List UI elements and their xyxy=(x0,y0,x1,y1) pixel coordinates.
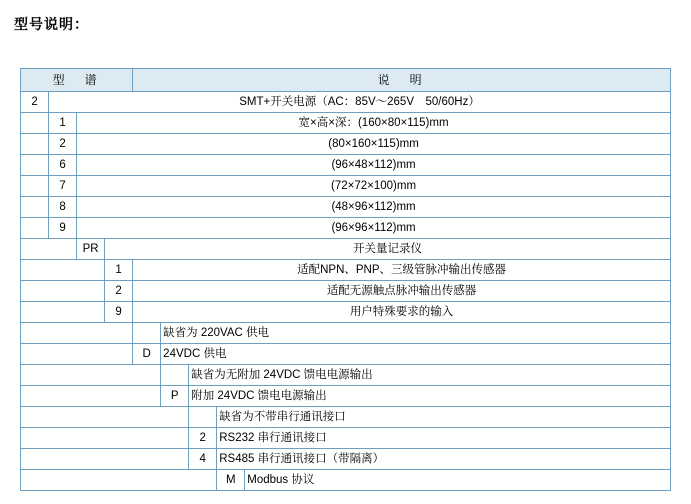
model-description-cell: 用户特殊要求的输入 xyxy=(133,302,671,323)
row-indent-cell xyxy=(21,344,133,365)
model-code-cell: M xyxy=(217,470,245,491)
model-code-cell: D xyxy=(133,344,161,365)
row-indent-cell xyxy=(21,365,161,386)
table-row xyxy=(21,239,671,260)
model-code-cell: 8 xyxy=(49,197,77,218)
table-row xyxy=(21,134,671,155)
model-description-cell: RS485 串行通讯接口（带隔离） xyxy=(217,449,671,470)
page-title: 型号说明： xyxy=(14,16,89,32)
row-indent-cell xyxy=(21,428,189,449)
table-row xyxy=(21,302,671,323)
model-description-cell: (72×72×100)mm xyxy=(77,176,671,197)
model-description-cell: (80×160×115)mm xyxy=(77,134,671,155)
table-row xyxy=(21,407,671,428)
row-indent-cell xyxy=(21,470,217,491)
model-code-cell: P xyxy=(161,386,189,407)
model-code-cell: 9 xyxy=(49,218,77,239)
model-spec-table xyxy=(20,68,671,491)
row-indent-cell xyxy=(21,323,133,344)
model-description-cell: 宽×高×深：(160×80×115)mm xyxy=(77,113,671,134)
row-indent-cell xyxy=(21,134,49,155)
table-row xyxy=(21,176,671,197)
table-header-row xyxy=(21,69,671,92)
model-description-cell: RS232 串行通讯接口 xyxy=(217,428,671,449)
table-row xyxy=(21,344,671,365)
row-indent-cell xyxy=(21,407,189,428)
row-indent-cell xyxy=(21,176,49,197)
row-indent-cell xyxy=(21,218,49,239)
header-cell-description: 说 明 xyxy=(133,69,671,92)
table-row xyxy=(21,260,671,281)
table-row xyxy=(21,197,671,218)
model-code-cell xyxy=(161,365,189,386)
model-code-cell xyxy=(133,323,161,344)
model-description-cell: 开关量记录仪 xyxy=(105,239,671,260)
model-description-cell: 缺省为 220VAC 供电 xyxy=(161,323,671,344)
model-description-cell: 缺省为不带串行通讯接口 xyxy=(217,407,671,428)
row-indent-cell xyxy=(21,260,105,281)
table-row xyxy=(21,218,671,239)
table-row xyxy=(21,449,671,470)
row-indent-cell xyxy=(21,302,105,323)
row-indent-cell xyxy=(21,386,161,407)
table-row xyxy=(21,470,671,491)
model-code-cell: 1 xyxy=(105,260,133,281)
table-row xyxy=(21,113,671,134)
table-row xyxy=(21,323,671,344)
model-description-cell: (96×96×112)mm xyxy=(77,218,671,239)
header-cell-model: 型 谱 xyxy=(21,69,133,92)
row-indent-cell xyxy=(21,281,105,302)
model-code-cell: 4 xyxy=(189,449,217,470)
model-code-cell: 2 xyxy=(189,428,217,449)
table-row xyxy=(21,428,671,449)
model-description-cell: 适配无源触点脉冲输出传感器 xyxy=(133,281,671,302)
table-row xyxy=(21,365,671,386)
model-code-cell: 7 xyxy=(49,176,77,197)
table-row xyxy=(21,155,671,176)
model-code-cell: 2 xyxy=(49,134,77,155)
model-code-cell: 2 xyxy=(21,92,49,113)
model-code-cell: PR xyxy=(77,239,105,260)
model-description-cell: SMT+开关电源（AC：85V～265V 50/60Hz） xyxy=(49,92,671,113)
row-indent-cell xyxy=(21,239,77,260)
row-indent-cell xyxy=(21,197,49,218)
row-indent-cell xyxy=(21,155,49,176)
model-code-cell xyxy=(189,407,217,428)
table-row xyxy=(21,386,671,407)
row-indent-cell xyxy=(21,449,189,470)
model-description-cell: 适配NPN、PNP、三级管脉冲输出传感器 xyxy=(133,260,671,281)
table-row xyxy=(21,92,671,113)
model-code-cell: 1 xyxy=(49,113,77,134)
model-description-cell: 缺省为无附加 24VDC 馈电电源输出 xyxy=(189,365,671,386)
table-row xyxy=(21,281,671,302)
model-code-cell: 9 xyxy=(105,302,133,323)
row-indent-cell xyxy=(21,113,49,134)
model-description-cell: Modbus 协议 xyxy=(245,470,671,491)
model-description-cell: (48×96×112)mm xyxy=(77,197,671,218)
model-code-cell: 6 xyxy=(49,155,77,176)
model-description-cell: (96×48×112)mm xyxy=(77,155,671,176)
model-code-cell: 2 xyxy=(105,281,133,302)
model-description-cell: 附加 24VDC 馈电电源输出 xyxy=(189,386,671,407)
model-description-cell: 24VDC 供电 xyxy=(161,344,671,365)
